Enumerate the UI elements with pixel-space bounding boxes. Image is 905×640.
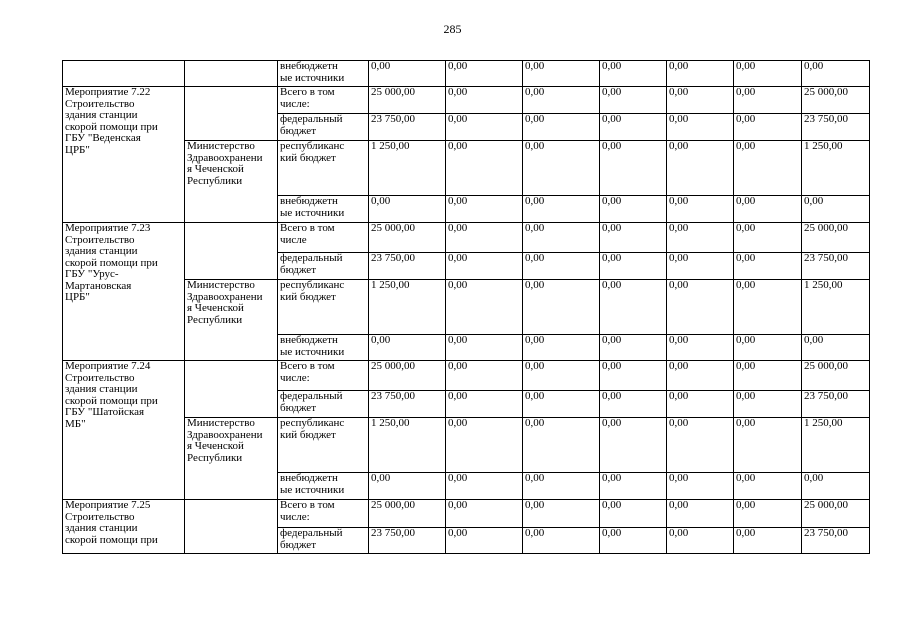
measure-text: Мероприятие 7.24 [65, 360, 151, 372]
funding-source-text: ые источники [280, 206, 345, 219]
amount-cell: 23 750,00 [802, 114, 870, 141]
amount-cell: 0,00 [802, 335, 870, 361]
amount-cell: 23 750,00 [802, 528, 870, 554]
amount-cell: 0,00 [523, 361, 600, 391]
funding-source-text: числе: [280, 371, 310, 384]
measure-cell [63, 223, 185, 361]
amount-cell: 0,00 [446, 196, 523, 223]
amount-cell: 0,00 [734, 253, 802, 280]
amount-cell: 0,00 [446, 418, 523, 473]
amount-cell: 25 000,00 [369, 87, 446, 114]
amount-cell: 0,00 [600, 223, 667, 253]
amount-cell: 0,00 [446, 223, 523, 253]
amount-cell: 0,00 [734, 361, 802, 391]
amount-cell: 0,00 [667, 196, 734, 223]
amount-cell: 0,00 [600, 473, 667, 500]
funding-source-cell [278, 114, 369, 141]
amount-cell: 0,00 [667, 418, 734, 473]
measure-text: скорой помощи при [65, 120, 158, 133]
funding-source-cell [278, 87, 369, 114]
table-row [63, 61, 870, 87]
amount-cell: 0,00 [369, 196, 446, 223]
amount-cell: 0,00 [600, 528, 667, 554]
responsible-text: Министерство [187, 279, 255, 291]
amount-cell: 23 750,00 [369, 253, 446, 280]
amount-cell: 0,00 [600, 87, 667, 114]
responsible-text: я Чеченской [187, 302, 244, 314]
measure-text: Мартановская [65, 279, 132, 292]
amount-cell: 1 250,00 [802, 418, 870, 473]
amount-cell: 0,00 [802, 196, 870, 223]
budget-table [62, 60, 870, 554]
amount-cell: 0,00 [600, 280, 667, 335]
amount-cell: 0,00 [734, 500, 802, 528]
amount-cell: 0,00 [600, 418, 667, 473]
responsible-text: Республики [187, 451, 243, 464]
amount-cell: 1 250,00 [802, 280, 870, 335]
funding-source-cell [278, 391, 369, 418]
table-row [63, 418, 870, 473]
funding-source-text: внебюджетн [280, 334, 338, 346]
amount-cell: 0,00 [667, 114, 734, 141]
amount-cell: 0,00 [523, 528, 600, 554]
amount-cell: 0,00 [446, 280, 523, 335]
amount-cell: 0,00 [369, 61, 446, 87]
measure-text: здания станции [65, 383, 138, 395]
amount-cell: 0,00 [802, 61, 870, 87]
funding-source-text: ые источники [280, 483, 345, 496]
amount-cell: 0,00 [523, 196, 600, 223]
responsible-cell [185, 280, 278, 361]
responsible-cell-empty [185, 223, 278, 280]
funding-source-cell [278, 141, 369, 196]
amount-cell: 0,00 [734, 391, 802, 418]
responsible-text: я Чеченской [187, 440, 244, 452]
amount-cell: 23 750,00 [802, 253, 870, 280]
amount-cell: 0,00 [734, 141, 802, 196]
responsible-text: я Чеченской [187, 163, 244, 175]
responsible-text: Республики [187, 313, 243, 326]
responsible-text: Здравоохранени [187, 428, 263, 441]
amount-cell: 1 250,00 [369, 141, 446, 196]
amount-cell: 0,00 [523, 500, 600, 528]
measure-text: ЦРБ" [65, 291, 90, 303]
funding-source-text: федеральный [280, 252, 343, 264]
amount-cell: 25 000,00 [369, 361, 446, 391]
amount-cell: 0,00 [523, 223, 600, 253]
funding-source-text: Всего в том [280, 499, 335, 511]
funding-source-text: внебюджетн [280, 472, 338, 484]
responsible-text: Здравоохранени [187, 151, 263, 164]
amount-cell: 0,00 [523, 418, 600, 473]
amount-cell: 0,00 [446, 528, 523, 554]
funding-source-cell [278, 500, 369, 528]
funding-source-cell [278, 528, 369, 554]
measure-cell [63, 61, 185, 87]
funding-source-text: бюджет [280, 124, 316, 137]
funding-source-text: внебюджетн [280, 60, 338, 72]
amount-cell: 0,00 [667, 280, 734, 335]
amount-cell: 0,00 [446, 391, 523, 418]
amount-cell: 0,00 [446, 500, 523, 528]
measure-text: МБ" [65, 417, 86, 430]
measure-cell [63, 87, 185, 223]
funding-source-text: Всего в том [280, 360, 335, 372]
amount-cell: 0,00 [369, 473, 446, 500]
amount-cell: 23 750,00 [802, 391, 870, 418]
funding-source-text: числе: [280, 510, 310, 523]
amount-cell: 0,00 [667, 61, 734, 87]
amount-cell: 0,00 [734, 528, 802, 554]
funding-source-text: числе: [280, 97, 310, 110]
measure-text: ГБУ "Шатойская [65, 406, 145, 418]
funding-source-text: внебюджетн [280, 195, 338, 207]
amount-cell: 25 000,00 [802, 223, 870, 253]
amount-cell: 25 000,00 [369, 500, 446, 528]
amount-cell: 23 750,00 [369, 114, 446, 141]
measure-cell [63, 500, 185, 554]
funding-source-text: бюджет [280, 538, 316, 551]
measure-text: Строительство [65, 510, 135, 523]
funding-source-cell [278, 61, 369, 87]
responsible-cell-empty [185, 361, 278, 418]
funding-source-text: кий бюджет [280, 151, 336, 164]
measure-text: здания станции [65, 522, 138, 534]
funding-source-cell [278, 253, 369, 280]
amount-cell: 0,00 [446, 335, 523, 361]
funding-source-text: бюджет [280, 263, 316, 276]
funding-source-cell [278, 196, 369, 223]
amount-cell: 0,00 [667, 253, 734, 280]
funding-source-text: федеральный [280, 113, 343, 125]
amount-cell: 0,00 [446, 114, 523, 141]
amount-cell: 0,00 [600, 361, 667, 391]
responsible-cell [185, 141, 278, 223]
measure-text: ЦРБ" [65, 143, 90, 156]
responsible-text: Здравоохранени [187, 290, 263, 303]
table-row [63, 141, 870, 196]
amount-cell: 0,00 [523, 87, 600, 114]
amount-cell: 0,00 [734, 280, 802, 335]
amount-cell: 0,00 [734, 335, 802, 361]
page-number: 285 [443, 22, 462, 36]
funding-source-text: ые источники [280, 345, 345, 358]
responsible-cell [185, 418, 278, 500]
amount-cell: 0,00 [667, 87, 734, 114]
responsible-text: Республики [187, 174, 243, 187]
amount-cell: 0,00 [667, 141, 734, 196]
amount-cell: 0,00 [523, 280, 600, 335]
measure-cell [63, 361, 185, 500]
measure-text: здания станции [65, 109, 138, 121]
amount-cell: 0,00 [446, 361, 523, 391]
table-row [63, 280, 870, 335]
responsible-cell-empty [185, 500, 278, 554]
funding-source-text: ые источники [280, 71, 345, 84]
amount-cell: 0,00 [600, 391, 667, 418]
amount-cell: 0,00 [523, 61, 600, 87]
measure-text: Строительство [65, 371, 135, 384]
amount-cell: 0,00 [523, 253, 600, 280]
responsible-cell-empty [185, 87, 278, 141]
responsible-text: Министерство [187, 417, 255, 429]
measure-text: Строительство [65, 233, 135, 246]
funding-source-text: кий бюджет [280, 428, 336, 441]
amount-cell: 0,00 [667, 361, 734, 391]
amount-cell: 0,00 [600, 253, 667, 280]
amount-cell: 0,00 [523, 391, 600, 418]
table-row [63, 361, 870, 391]
amount-cell: 0,00 [523, 473, 600, 500]
funding-source-text: Всего в том [280, 222, 335, 234]
amount-cell: 0,00 [802, 473, 870, 500]
amount-cell: 0,00 [446, 141, 523, 196]
amount-cell: 0,00 [446, 253, 523, 280]
funding-source-text: республиканс [280, 417, 345, 429]
amount-cell: 23 750,00 [369, 391, 446, 418]
funding-source-cell [278, 473, 369, 500]
amount-cell: 0,00 [523, 141, 600, 196]
measure-text: ГБУ "Урус- [65, 268, 119, 280]
table-row [63, 87, 870, 114]
amount-cell: 0,00 [734, 61, 802, 87]
measure-text: скорой помощи при [65, 533, 158, 546]
amount-cell: 0,00 [667, 473, 734, 500]
amount-cell: 25 000,00 [802, 500, 870, 528]
amount-cell: 0,00 [734, 196, 802, 223]
amount-cell: 0,00 [600, 335, 667, 361]
amount-cell: 0,00 [667, 528, 734, 554]
table-row [63, 500, 870, 528]
amount-cell: 1 250,00 [802, 141, 870, 196]
amount-cell: 0,00 [667, 500, 734, 528]
amount-cell: 25 000,00 [802, 361, 870, 391]
amount-cell: 0,00 [523, 114, 600, 141]
measure-text: Мероприятие 7.23 [65, 222, 151, 234]
amount-cell: 0,00 [600, 141, 667, 196]
amount-cell: 0,00 [667, 391, 734, 418]
funding-source-text: Всего в том [280, 86, 335, 98]
amount-cell: 0,00 [600, 196, 667, 223]
amount-cell: 0,00 [369, 335, 446, 361]
amount-cell: 0,00 [523, 335, 600, 361]
funding-source-text: федеральный [280, 527, 343, 539]
amount-cell: 0,00 [600, 61, 667, 87]
funding-source-cell [278, 280, 369, 335]
amount-cell: 0,00 [734, 418, 802, 473]
amount-cell: 0,00 [446, 87, 523, 114]
amount-cell: 0,00 [667, 223, 734, 253]
responsible-cell-empty [185, 61, 278, 87]
amount-cell: 0,00 [600, 114, 667, 141]
amount-cell: 0,00 [734, 114, 802, 141]
funding-source-text: республиканс [280, 279, 345, 291]
measure-text: скорой помощи при [65, 256, 158, 269]
measure-text: Мероприятие 7.22 [65, 86, 151, 98]
funding-source-text: числе [280, 233, 307, 246]
amount-cell: 0,00 [446, 61, 523, 87]
amount-cell: 25 000,00 [369, 223, 446, 253]
amount-cell: 0,00 [734, 87, 802, 114]
amount-cell: 0,00 [734, 223, 802, 253]
amount-cell: 1 250,00 [369, 280, 446, 335]
funding-source-text: бюджет [280, 401, 316, 414]
funding-source-cell [278, 335, 369, 361]
funding-source-text: кий бюджет [280, 290, 336, 303]
amount-cell: 0,00 [667, 335, 734, 361]
measure-text: здания станции [65, 245, 138, 257]
measure-text: ГБУ "Веденская [65, 132, 141, 144]
funding-source-cell [278, 361, 369, 391]
amount-cell: 1 250,00 [369, 418, 446, 473]
funding-source-cell [278, 223, 369, 253]
amount-cell: 0,00 [600, 500, 667, 528]
amount-cell: 0,00 [734, 473, 802, 500]
amount-cell: 23 750,00 [369, 528, 446, 554]
amount-cell: 0,00 [446, 473, 523, 500]
measure-text: Строительство [65, 97, 135, 110]
funding-source-text: федеральный [280, 390, 343, 402]
funding-source-cell [278, 418, 369, 473]
table-row [63, 223, 870, 253]
funding-source-text: республиканс [280, 140, 345, 152]
measure-text: скорой помощи при [65, 394, 158, 407]
responsible-text: Министерство [187, 140, 255, 152]
measure-text: Мероприятие 7.25 [65, 499, 151, 511]
amount-cell: 25 000,00 [802, 87, 870, 114]
